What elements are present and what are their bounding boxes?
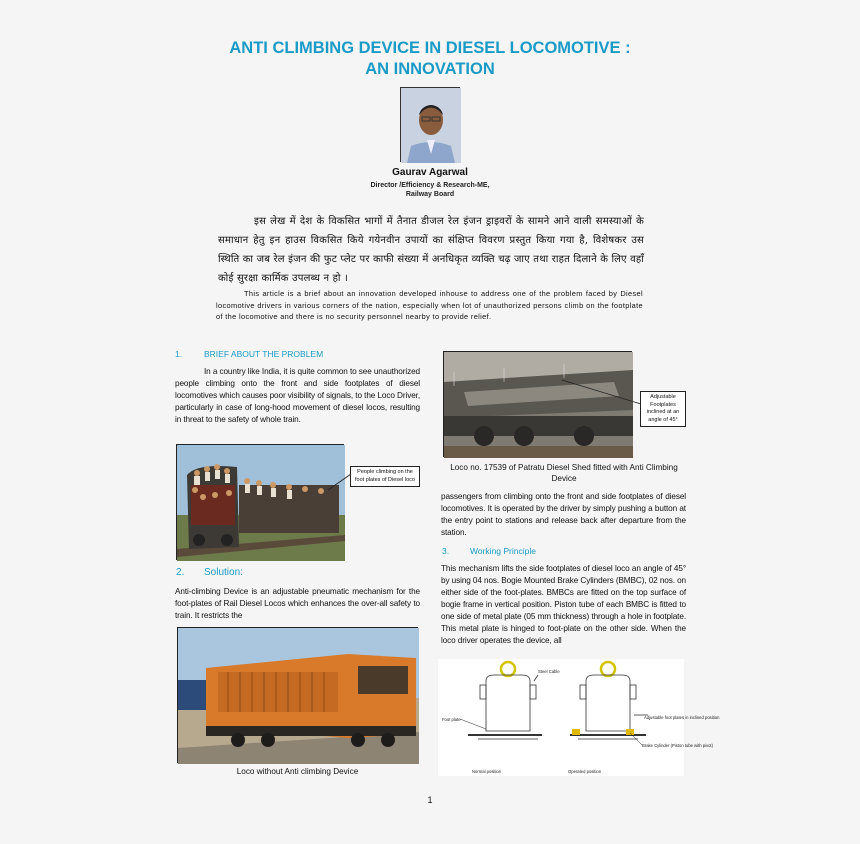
author-designation: Director /Efficiency & Research-ME,: [370, 182, 490, 189]
label-steel-cable: Steel Cable: [538, 669, 560, 674]
crowd-callout-arrow: [326, 470, 352, 494]
title-line-1: ANTI CLIMBING DEVICE IN DIESEL LOCOMOTIVE :: [229, 39, 631, 57]
crowded-train-image: [177, 445, 345, 561]
label-brake-cylinder: Brake Cylinder (Piston tube with pivot): [642, 743, 713, 748]
section-2-heading: [176, 567, 243, 578]
diagram-caption-left: Normal position: [472, 769, 502, 774]
problem-paragraph: In a country like India, it is quite common to see unauthorized people climbing onto the front and side footplates of diesel locomotives which causes poor visibility of signals, to the Loco Driver, particularly in case of long-hood movement of diesel locos, resulting in threat to the safety of whole train.: [175, 367, 420, 424]
section-1-title: BRIEF ABOUT THE PROBLEM: [204, 349, 324, 359]
crowd-callout: People climbing on the foot plates of Diesel loco: [350, 466, 420, 487]
loco-with-device-caption: Loco no. 17539 of Patratu Diesel Shed fitted with Anti Climbing Device: [450, 463, 678, 483]
crowd-figure: [176, 444, 344, 560]
section-1-heading: [175, 349, 323, 359]
mechanism-diagram: [438, 659, 720, 776]
loco-without-device-caption: Loco without Anti climbing Device: [236, 767, 359, 776]
mechanism-drawing: [438, 659, 720, 776]
english-abstract: This article is a brief about an innovation developed inhouse to address one of the problem faced by Diesel locomotive drivers in various corners of the nation, especially when lot of unauthorized persons climb on the footplate of the locomotive and there is no security personnel nearby to provide relief.: [216, 289, 643, 321]
page-number: 1: [427, 795, 433, 805]
loco-without-device-figure: [177, 627, 418, 763]
author-affiliation: [300, 181, 560, 199]
paper-title: [120, 38, 740, 80]
section-3-heading: [442, 546, 536, 556]
author-portrait-image: [401, 88, 461, 163]
loco-callout-arrow: [560, 378, 642, 408]
section-3-title: Working Principle: [470, 546, 536, 556]
continuation-paragraph: passengers from climbing onto the front and side footplates of diesel locomotives. It is operated by the driver by simply pushing a button at the entry point to stations and release back after departure from the station.: [441, 492, 686, 537]
section-1-number: 1.: [175, 349, 183, 359]
solution-paragraph: Anti-climbing Device is an adjustable pneumatic mechanism for the foot-plates of Rail Diesel Locos which enhances the over-all safety to train. It restricts the: [175, 587, 420, 620]
hindi-abstract: इस लेख में देश के विकसित भागों में तैनात डीजल रेल इंजन ड्राइवरों के सामने आने वाली समस्याओं के समाधान हेतु इन हाउस विकसित किये गयेनवीन उपायों का संक्षिप्त विवरण प्रस्तुत किया गया है, विशेषकर उस स्थिति का जब रेल इंजन की फुट प्लेट पर काफी संख्या में अनधिकृत व्यक्ति चढ़ जाए तथा राहत दिलाने के लिए वहाँ कोई सुरक्षा कार्मिक उपलब्ध न हो ।: [218, 216, 645, 284]
author-name: Gaurav Agarwal: [392, 167, 468, 178]
section-2-number: 2.: [176, 567, 185, 578]
label-adjustable-plates: Adjustable foot plates in inclined position: [644, 715, 720, 720]
loco-callout: Adjustable Footplates inclined at an angle of 45°: [640, 391, 686, 427]
orange-locomotive-image: [178, 628, 419, 764]
section-3-number: 3.: [442, 546, 450, 556]
label-foot-plate: Foot plate: [442, 717, 461, 722]
author-photo: [400, 87, 460, 162]
working-paragraph: This mechanism lifts the side footplates of diesel loco an angle of 45° by using 04 nos. Bogie Mounted Brake Cylinders (BMBC), 02 nos. on either side of the foot-plates. BMBCs are fitted on the top surface of bogie frame in vertical position. Piston tube of each BMBC is fitted to one side of metal plate (05 mm thickness) through a hole in footplate. This metal plate is hinged to foot-plate on the other side. When the loco driver operates the device, all: [441, 564, 686, 645]
diagram-caption-right: Operated position: [568, 769, 602, 774]
title-line-2: AN INNOVATION: [365, 60, 495, 78]
section-2-title: Solution:: [204, 567, 243, 578]
author-organization: Railway Board: [405, 191, 455, 198]
